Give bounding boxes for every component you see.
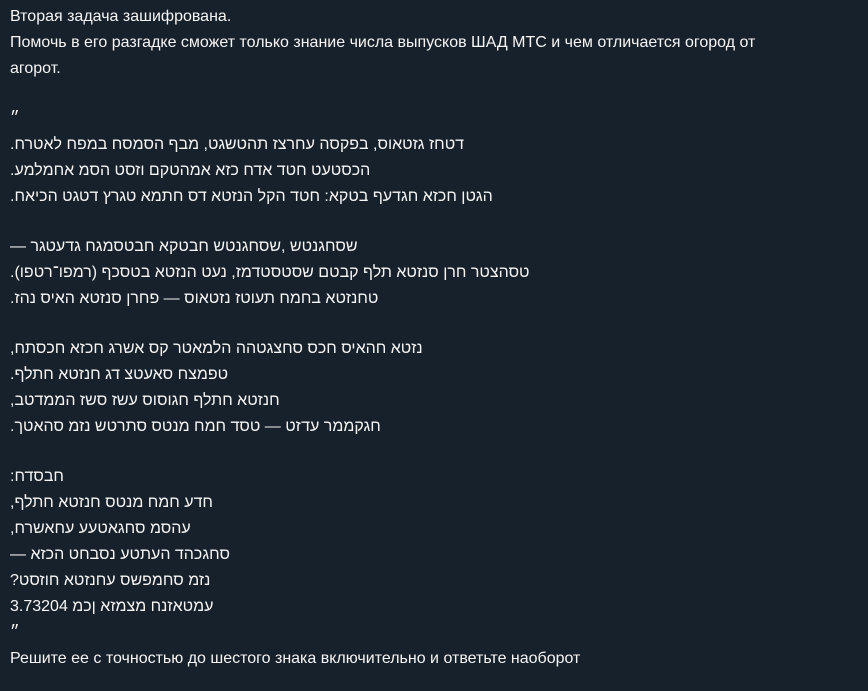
spacer: [10, 210, 858, 234]
cipher-line: עהסמ סחגאטעע עחאשרח,: [10, 520, 191, 537]
cipher-line: טחנזטא בחמח תעוטז נזטאוס — פחרן סנזטא האיס נהז.: [10, 290, 379, 307]
cipher-stanza-3: [10, 336, 858, 440]
cipher-stanza-4: [10, 464, 858, 620]
cipher-line: דטחז גזטאוס, בפקסה עחרצז תהטשגט, מבף הסמסח במפח לאטרח.: [10, 136, 465, 153]
cipher-line: נזטא חהאיס חכס סחצגטהה הלמאטר קס אשרג חכזא חכסתח,: [10, 340, 423, 357]
intro-line-2: Помочь в его разгадке сможет только знание числа выпусков ШАД МТС и чем отличается огород от: [10, 34, 756, 51]
cipher-line: חגקממר עדזט — טסד חמח מנטס סתרטש נזמ סהאטך.: [10, 418, 381, 435]
intro-line-3: агорот.: [10, 60, 61, 77]
cipher-line: חבסדח:: [10, 468, 64, 485]
cipher-line: עמטאזנח מצמזא ןכמ 3.73204: [10, 598, 214, 615]
cipher-stanza-2: [10, 234, 858, 312]
cipher-line: הגטן חכזא חגדעף בטקא: חטד הקל הנזטא דס חתמא טגרץ דטגט הכיאח.: [10, 188, 493, 205]
cipher-line: חדע חמח מנטס חנזטא חתלף,: [10, 494, 213, 511]
cipher-line: טפמצח סאעטצ דג חנזטא חתלף.: [10, 366, 229, 383]
quote-open-mark: ״: [10, 110, 20, 127]
cipher-line: נזמ סחמפשס עחנזטא חוזסט?: [10, 572, 211, 589]
spacer: [10, 440, 858, 464]
cipher-line: הכסטעט חטד אדח כזא אמהטקם וזסט הסמ אחמלמע.: [10, 162, 371, 179]
intro-line-1: Вторая задача зашифрована.: [10, 8, 232, 25]
cipher-line: טסהצטר חרן סנזטא תלף קבטם שסטסטדמז, נעט הנזטא בטסכף (רמפו־רטפו).: [10, 264, 530, 281]
spacer: [10, 82, 858, 106]
cipher-line: סחגכהד העתטע נסבחט הכזא —: [10, 546, 230, 563]
cipher-stanza-1: [10, 132, 858, 210]
quote-close-mark: ״: [10, 624, 20, 641]
spacer: [10, 312, 858, 336]
cipher-line: שסחגנטש ,שסחגנטש חבטקא חבטסמגח גדעטגר —: [10, 238, 358, 255]
cipher-line: חנזטא חתלף חגוסוס עשז סשז הממדטב,: [10, 392, 280, 409]
outro-line: Решите ее с точностью до шестого знака включительно и ответьте наоборот: [10, 650, 581, 667]
